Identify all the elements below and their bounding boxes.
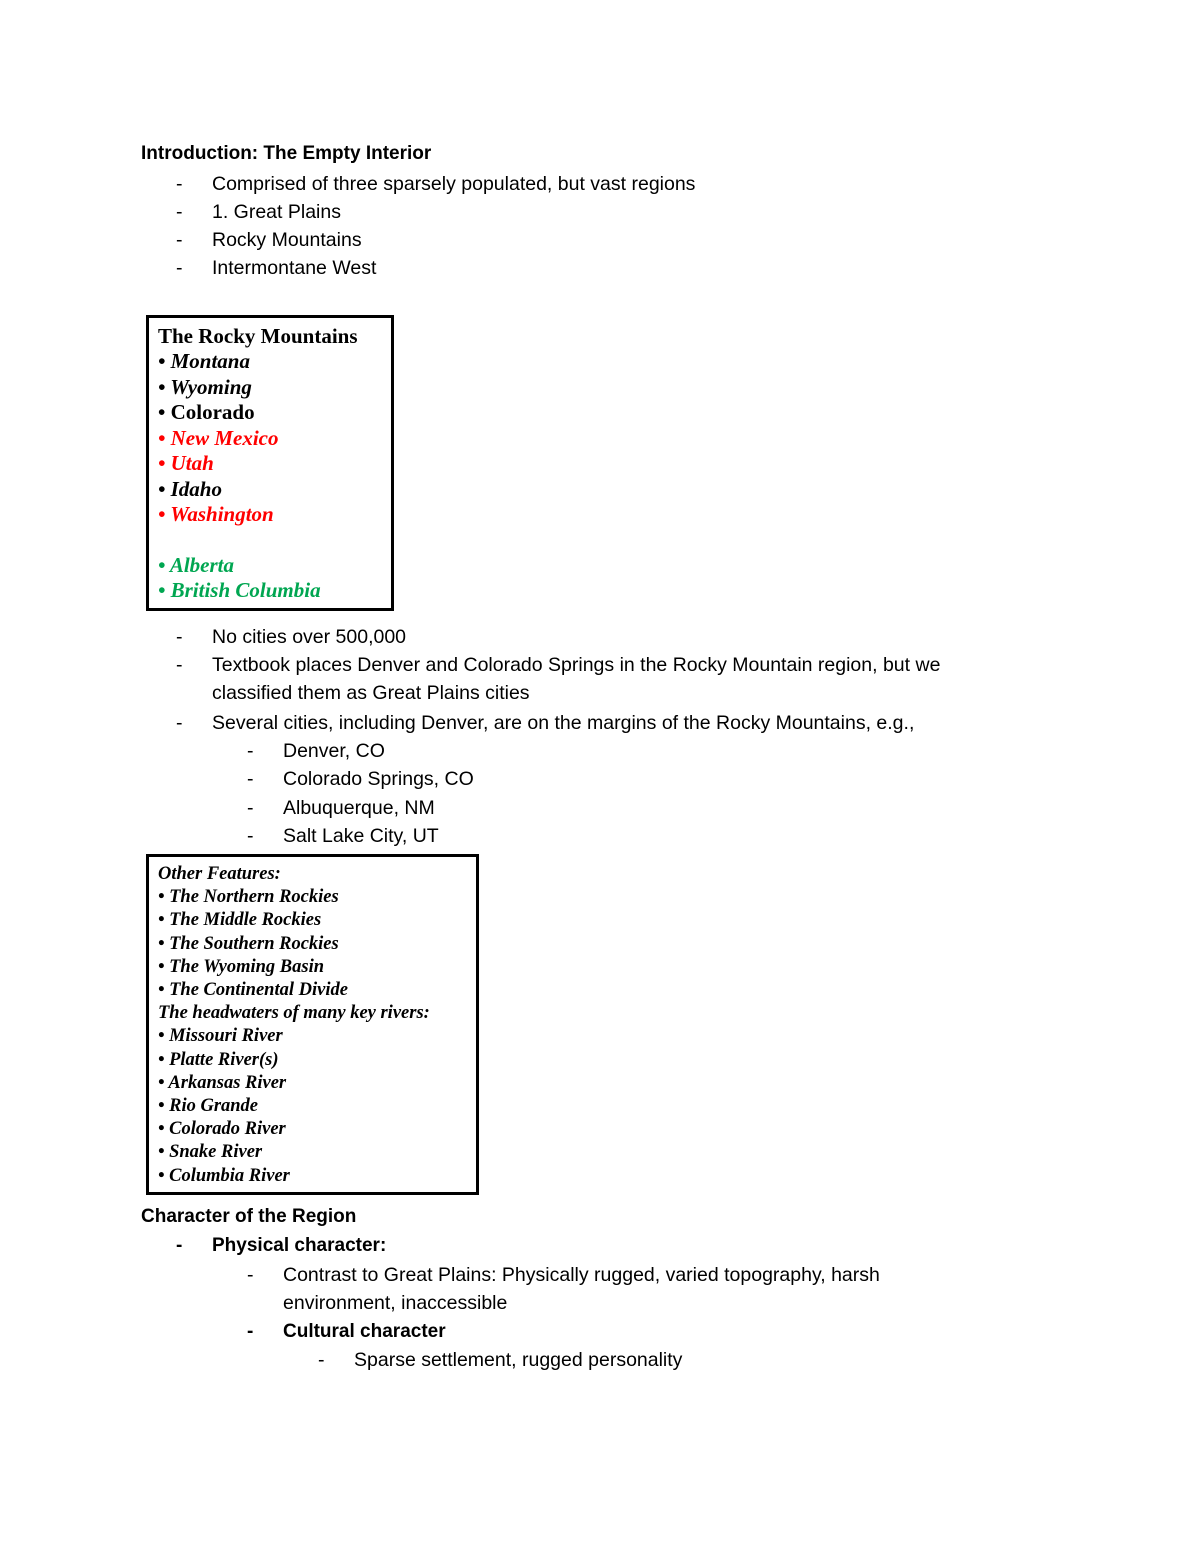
physical-character-label: Physical character:: [212, 1235, 387, 1256]
river-item: • Rio Grande: [158, 1096, 259, 1117]
river-item: • Snake River: [158, 1142, 263, 1163]
list-dash: -: [176, 257, 183, 279]
state-item-highlighted: • New Mexico: [158, 425, 279, 450]
character-heading: Character of the Region: [141, 1206, 357, 1227]
features-title: Other Features:: [158, 864, 281, 884]
list-dash: -: [247, 797, 254, 819]
list-dash: -: [176, 654, 183, 676]
list-dash: -: [176, 229, 183, 251]
cities-item-text: Textbook places Denver and Colorado Springs in the Rocky Mountain region, but we: [212, 654, 941, 676]
river-item: • Platte River(s): [158, 1049, 279, 1070]
list-dash: -: [176, 173, 183, 195]
list-dash: -: [247, 740, 254, 762]
cultural-character-label: Cultural character: [283, 1321, 446, 1342]
other-features-box: [146, 854, 479, 1195]
state-item: • Wyoming: [158, 374, 252, 399]
state-item-highlighted: • Washington: [158, 502, 274, 526]
cities-item-text: No cities over 500,000: [212, 626, 407, 648]
spacer: [158, 528, 391, 553]
feature-item: • The Wyoming Basin: [158, 956, 324, 977]
list-dash: -: [176, 1235, 183, 1256]
state-item-highlighted: • Utah: [158, 451, 214, 475]
city-sub-item-text: Salt Lake City, UT: [283, 825, 439, 847]
list-dash: -: [247, 768, 254, 790]
feature-item: • The Southern Rockies: [158, 933, 339, 954]
list-dash: -: [247, 1264, 254, 1286]
list-dash: -: [247, 825, 254, 847]
state-item: • Montana: [158, 349, 250, 373]
list-dash: -: [176, 201, 183, 223]
intro-item-text: Rocky Mountains: [212, 229, 362, 251]
rocky-mountains-box: [146, 315, 394, 611]
feature-item: • The Middle Rockies: [158, 910, 322, 931]
city-sub-item-text: Albuquerque, NM: [283, 797, 435, 819]
state-item: • Colorado: [158, 400, 255, 424]
cultural-sub-item-text: Sparse settlement, rugged personality: [354, 1349, 683, 1371]
feature-item: • The Continental Divide: [158, 980, 348, 1001]
feature-item: • The Northern Rockies: [158, 887, 339, 908]
rocky-box-title: The Rocky Mountains: [158, 324, 358, 348]
intro-item-text: Comprised of three sparsely populated, but vast regions: [212, 173, 696, 195]
intro-item-text: Intermontane West: [212, 257, 377, 279]
cities-item-text: Several cities, including Denver, are on the margins of the Rocky Mountains, e.g.,: [212, 712, 915, 734]
intro-heading: Introduction: The Empty Interior: [141, 143, 432, 164]
state-item: • Idaho: [158, 476, 222, 501]
rivers-title: The headwaters of many key rivers:: [158, 1003, 430, 1024]
province-item: • Alberta: [158, 552, 234, 577]
city-sub-item-text: Denver, CO: [283, 740, 385, 762]
list-dash: -: [247, 1321, 254, 1342]
intro-item-text: 1. Great Plains: [212, 201, 341, 223]
physical-sub-item-text: environment, inaccessible: [283, 1292, 508, 1314]
list-dash: -: [176, 626, 183, 648]
physical-sub-item-text: Contrast to Great Plains: Physically rugged, varied topography, harsh: [283, 1264, 880, 1286]
province-item: • British Columbia: [158, 578, 321, 602]
cities-item-text: classified them as Great Plains cities: [212, 682, 530, 704]
river-item: • Colorado River: [158, 1119, 286, 1140]
river-item: • Columbia River: [158, 1165, 290, 1186]
city-sub-item-text: Colorado Springs, CO: [283, 768, 474, 790]
list-dash: -: [318, 1349, 325, 1371]
river-item: • Arkansas River: [158, 1072, 287, 1093]
river-item: • Missouri River: [158, 1026, 283, 1047]
list-dash: -: [176, 712, 183, 734]
